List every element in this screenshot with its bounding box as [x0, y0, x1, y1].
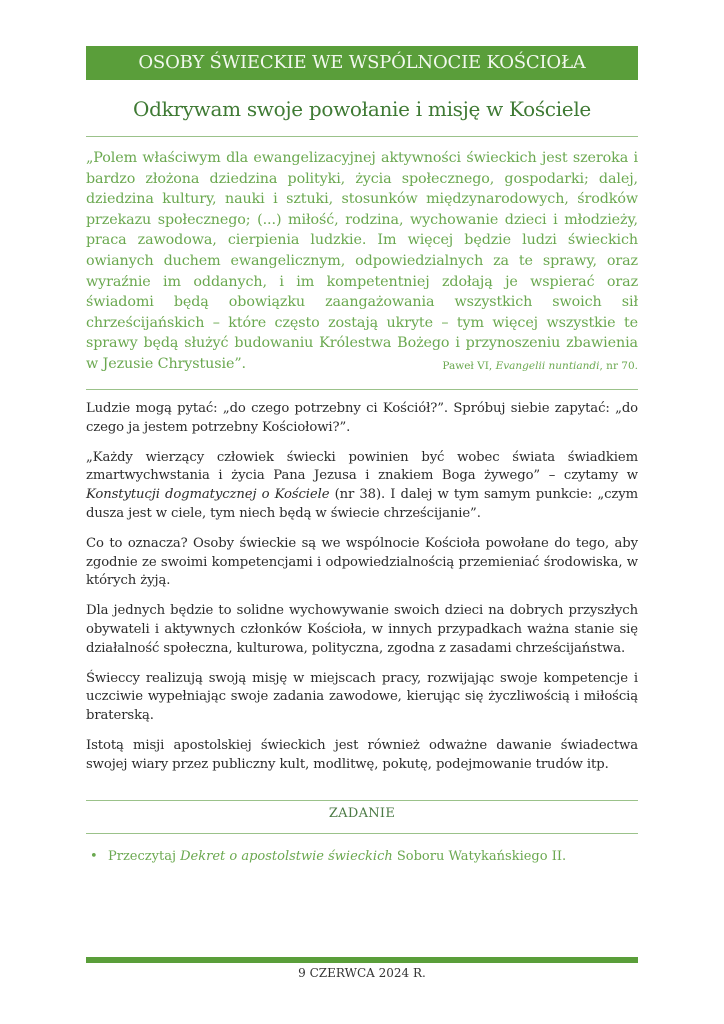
header-banner: OSOBY ŚWIECKIE WE WSPÓLNOCIE KOŚCIOŁA: [86, 46, 638, 80]
paragraph: [86, 449, 638, 524]
paragraph: Ludzie mogą pytać: „do czego potrzebny ci Kościół?”. Spróbuj siebie zapytać: „do czego ja jestem potrzebny Kościołowi?”.: [86, 401, 638, 435]
task-italic: Dekret o apostolstwie świeckich: [180, 849, 393, 864]
footer-bar: [86, 957, 638, 963]
divider-task-bottom: [86, 833, 638, 834]
document-title-italic: Konstytucji dogmatycznej o Kościele: [86, 487, 330, 503]
paragraph: Istotą misji apostolskiej świeckich jest również odważne dawanie świadectwa swojej wiary przez publiczny kult, modlitwę, pokutę, podejmowanie trudów itp.: [86, 737, 638, 772]
paragraph-text: (nr 38). I dalej w tym samym punkcie: „czym dusza jest w ciele, tym niech będą w świecie chrześcijanie”.: [86, 487, 638, 521]
quote-block: „Polem właściwym dla ewangelizacyjnej aktywności świeckich jest szeroka i bardzo złożona dziedzina polityki, życia społecznego, gospodarki; dalej, dziedzina kultury, nauki i sztuki, stosunków międzynarodowych, środków przekazu społecznego; (...) miłość, rodzina, wychowanie dzieci i młodzieży, praca zawodowa, cierpienia ludzkie. Im więcej będzie ludzi świeckich owianych duchem ewangelicznym, odpowiedzialnych za te sprawy, oraz wyraźnie im oddanych, i im kompetentniej zdołają je wspierać oraz świadomi będą obowiązku zaangażowania wszystkich swoich sił chrześcijańskich – które często zostają ukryte – tym więcej wszystkie te sprawy będą służyć budowaniu Królestwa Bożego i przynoszeniu zbawienia w Jezusie Chrystusie”.: [86, 150, 638, 372]
paragraph-text: „Każdy wierzący człowiek świecki powinien być wobec świata świadkiem zmartwychwstania i życia Pana Jezusa i znakiem Boga żywego” – czytamy w: [86, 449, 638, 484]
task-list: [86, 848, 638, 866]
task-item: [86, 848, 638, 866]
task-text: Przeczytaj: [108, 849, 181, 864]
paragraph: Co to oznacza? Osoby świeckie są we wspólnocie Kościoła powołane do tego, aby zgodnie ze swoimi kompetencjami i odpowiedzialnością przemieniać środowiska, w których żyją.: [86, 535, 638, 589]
paragraph: Świeccy realizują swoją misję w miejscach pracy, rozwijając swoje kompetencje i uczciwie wypełniając swoje zadania zawodowe, kierując się życzliwością i miłością braterską.: [86, 670, 638, 724]
attribution-author: Paweł VI,: [442, 360, 496, 372]
page-subtitle: Odkrywam swoje powołanie i misję w Kościele: [133, 97, 591, 121]
bullet-icon: •: [90, 849, 98, 864]
divider-task-top: [86, 800, 638, 801]
divider-top: [86, 136, 638, 137]
body-text: [86, 400, 638, 786]
task-heading: ZADANIE: [328, 806, 396, 821]
divider-quote: [86, 389, 638, 390]
task-text: Soboru Watykańskiego II.: [392, 849, 567, 864]
footer-date: 9 CZERWCA 2024 R.: [298, 966, 426, 980]
attribution-work: Evangelii nuntiandi: [495, 360, 600, 372]
paragraph: Dla jednych będzie to solidne wychowywanie swoich dzieci na dobrych przyszłych obywateli i aktywnych członków Kościoła, w innych przypadkach ważna stanie się działalność społeczna, kulturowa, polityczna, zgodna z zasadami chrześcijaństwa.: [86, 603, 638, 656]
attribution-ref: , nr 70.: [599, 360, 638, 372]
quote-attribution: [442, 360, 638, 372]
